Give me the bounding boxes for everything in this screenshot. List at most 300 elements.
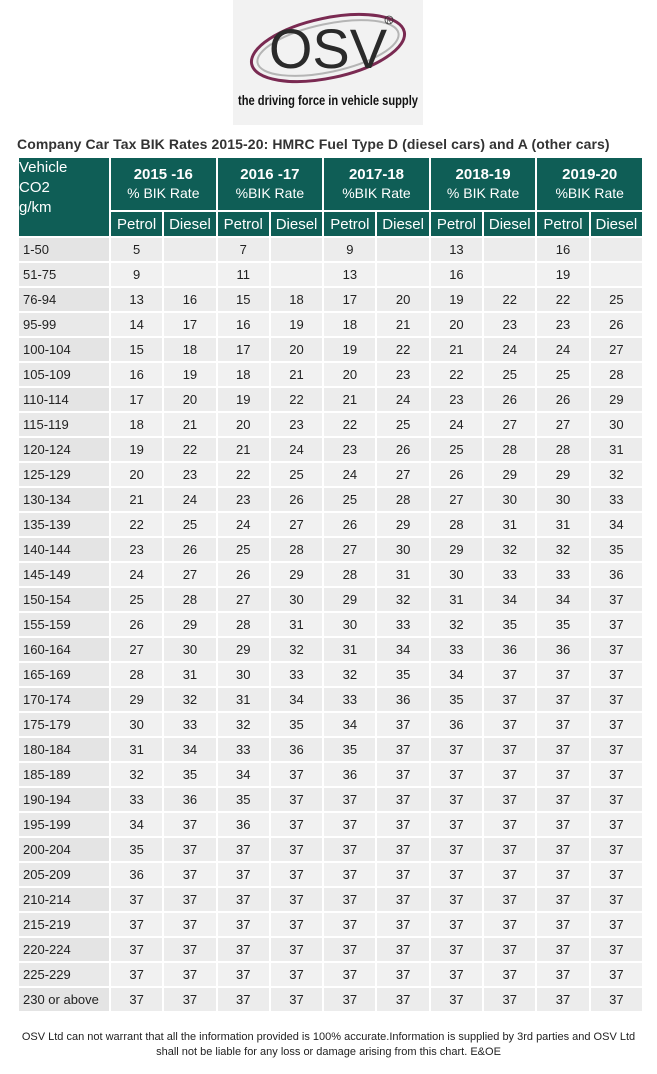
petrol-rate-cell: 30 (218, 663, 269, 686)
petrol-rate-cell: 25 (537, 363, 588, 386)
diesel-rate-cell: 26 (164, 538, 215, 561)
petrol-rate-cell: 37 (537, 788, 588, 811)
co2-band-cell: 165-169 (19, 663, 109, 686)
petrol-rate-cell: 27 (537, 413, 588, 436)
petrol-rate-cell: 37 (218, 888, 269, 911)
petrol-rate-cell: 18 (111, 413, 162, 436)
co2-band-cell: 115-119 (19, 413, 109, 436)
petrol-rate-cell: 36 (324, 763, 375, 786)
diesel-rate-cell: 28 (164, 588, 215, 611)
table-row (19, 688, 642, 711)
diesel-rate-cell: 21 (377, 313, 428, 336)
diesel-rate-cell: 27 (591, 338, 642, 361)
diesel-header: Diesel (484, 212, 535, 236)
vehicle-header-line3: g/km (19, 199, 52, 216)
petrol-header: Petrol (111, 212, 162, 236)
diesel-rate-cell: 21 (164, 413, 215, 436)
diesel-rate-cell: 37 (591, 888, 642, 911)
petrol-rate-cell: 25 (111, 588, 162, 611)
diesel-rate-cell: 18 (164, 338, 215, 361)
diesel-rate-cell: 23 (164, 463, 215, 486)
petrol-rate-cell: 7 (218, 238, 269, 261)
diesel-rate-cell: 21 (271, 363, 322, 386)
petrol-rate-cell: 24 (537, 338, 588, 361)
diesel-rate-cell: 36 (484, 638, 535, 661)
table-row (19, 363, 642, 386)
petrol-rate-cell: 25 (324, 488, 375, 511)
diesel-rate-cell: 18 (271, 288, 322, 311)
diesel-rate-cell (591, 238, 642, 261)
petrol-rate-cell: 29 (218, 638, 269, 661)
diesel-rate-cell: 35 (164, 763, 215, 786)
diesel-rate-cell: 37 (591, 738, 642, 761)
table-row (19, 313, 642, 336)
co2-band-cell: 120-124 (19, 438, 109, 461)
diesel-rate-cell: 27 (377, 463, 428, 486)
petrol-rate-cell: 37 (537, 838, 588, 861)
diesel-rate-cell: 37 (271, 863, 322, 886)
petrol-rate-cell: 21 (324, 388, 375, 411)
petrol-rate-cell: 15 (111, 338, 162, 361)
petrol-rate-cell: 29 (431, 538, 482, 561)
diesel-rate-cell: 24 (484, 338, 535, 361)
diesel-rate-cell: 37 (271, 913, 322, 936)
diesel-rate-cell: 33 (164, 713, 215, 736)
diesel-rate-cell: 37 (484, 913, 535, 936)
table-row (19, 288, 642, 311)
petrol-rate-cell: 30 (111, 713, 162, 736)
petrol-rate-cell: 27 (324, 538, 375, 561)
petrol-rate-cell: 26 (431, 463, 482, 486)
diesel-rate-cell: 32 (591, 463, 642, 486)
disclaimer-line2: shall not be liable for any loss or damage arising from this chart. E&OE (156, 1046, 501, 1058)
petrol-rate-cell: 37 (324, 888, 375, 911)
petrol-rate-cell: 28 (111, 663, 162, 686)
diesel-rate-cell: 37 (377, 888, 428, 911)
table-row (19, 513, 642, 536)
petrol-rate-cell: 33 (537, 563, 588, 586)
petrol-rate-cell: 30 (431, 563, 482, 586)
diesel-rate-cell: 37 (591, 788, 642, 811)
diesel-rate-cell: 25 (591, 288, 642, 311)
petrol-rate-cell: 37 (218, 963, 269, 986)
petrol-rate-cell: 33 (324, 688, 375, 711)
diesel-rate-cell: 37 (591, 963, 642, 986)
petrol-rate-cell: 37 (111, 988, 162, 1011)
diesel-rate-cell: 37 (377, 988, 428, 1011)
petrol-rate-cell: 23 (324, 438, 375, 461)
petrol-rate-cell: 22 (218, 463, 269, 486)
diesel-rate-cell: 30 (271, 588, 322, 611)
petrol-rate-cell: 29 (111, 688, 162, 711)
diesel-rate-cell: 29 (484, 463, 535, 486)
diesel-rate-cell (377, 263, 428, 286)
diesel-rate-cell: 29 (591, 388, 642, 411)
diesel-rate-cell: 37 (271, 963, 322, 986)
co2-band-cell: 185-189 (19, 763, 109, 786)
petrol-rate-cell: 37 (431, 938, 482, 961)
diesel-rate-cell: 37 (591, 863, 642, 886)
co2-band-cell: 76-94 (19, 288, 109, 311)
diesel-rate-cell: 37 (164, 913, 215, 936)
petrol-rate-cell: 16 (537, 238, 588, 261)
co2-band-cell: 220-224 (19, 938, 109, 961)
petrol-rate-cell: 29 (537, 463, 588, 486)
diesel-rate-cell: 37 (484, 838, 535, 861)
diesel-rate-cell: 37 (271, 938, 322, 961)
diesel-rate-cell: 37 (484, 738, 535, 761)
co2-band-cell: 105-109 (19, 363, 109, 386)
diesel-rate-cell: 37 (484, 863, 535, 886)
logo-brand-text: OSV (268, 17, 388, 80)
petrol-rate-cell: 28 (218, 613, 269, 636)
co2-band-cell: 110-114 (19, 388, 109, 411)
petrol-rate-cell: 21 (111, 488, 162, 511)
diesel-rate-cell: 33 (271, 663, 322, 686)
petrol-rate-cell: 37 (537, 938, 588, 961)
diesel-rate-cell: 22 (484, 288, 535, 311)
table-row (19, 238, 642, 261)
petrol-rate-cell: 37 (431, 738, 482, 761)
table-row (19, 263, 642, 286)
petrol-rate-cell: 31 (537, 513, 588, 536)
petrol-rate-cell: 25 (218, 538, 269, 561)
diesel-header: Diesel (591, 212, 642, 236)
diesel-rate-cell: 37 (591, 688, 642, 711)
diesel-rate-cell: 37 (271, 788, 322, 811)
table-row (19, 838, 642, 861)
diesel-rate-cell (271, 238, 322, 261)
diesel-rate-cell: 26 (591, 313, 642, 336)
co2-band-cell: 145-149 (19, 563, 109, 586)
diesel-rate-cell: 31 (484, 513, 535, 536)
diesel-rate-cell: 37 (484, 763, 535, 786)
diesel-rate-cell: 25 (484, 363, 535, 386)
co2-band-cell: 155-159 (19, 613, 109, 636)
diesel-rate-cell: 37 (164, 938, 215, 961)
diesel-rate-cell: 37 (164, 813, 215, 836)
table-body (19, 238, 642, 1011)
petrol-rate-cell: 36 (111, 863, 162, 886)
diesel-rate-cell (164, 263, 215, 286)
diesel-rate-cell (591, 263, 642, 286)
petrol-rate-cell: 37 (537, 688, 588, 711)
petrol-rate-cell: 20 (218, 413, 269, 436)
petrol-rate-cell: 37 (324, 838, 375, 861)
disclaimer (0, 1030, 657, 1060)
petrol-rate-cell: 31 (218, 688, 269, 711)
bik-rates-table (17, 156, 644, 1013)
table-row (19, 788, 642, 811)
diesel-rate-cell: 36 (271, 738, 322, 761)
diesel-rate-cell: 30 (591, 413, 642, 436)
petrol-rate-cell: 27 (111, 638, 162, 661)
petrol-rate-cell: 37 (537, 863, 588, 886)
diesel-rate-cell: 37 (591, 813, 642, 836)
diesel-rate-cell: 37 (377, 788, 428, 811)
diesel-rate-cell: 37 (164, 988, 215, 1011)
petrol-header: Petrol (218, 212, 269, 236)
diesel-rate-cell: 24 (164, 488, 215, 511)
diesel-rate-cell: 17 (164, 313, 215, 336)
petrol-rate-cell: 35 (431, 688, 482, 711)
diesel-rate-cell: 32 (484, 538, 535, 561)
diesel-rate-cell: 22 (164, 438, 215, 461)
co2-band-cell: 140-144 (19, 538, 109, 561)
petrol-rate-cell: 23 (218, 488, 269, 511)
table-row (19, 588, 642, 611)
diesel-rate-cell: 37 (377, 863, 428, 886)
diesel-rate-cell: 34 (377, 638, 428, 661)
petrol-rate-cell: 19 (431, 288, 482, 311)
co2-band-cell: 230 or above (19, 988, 109, 1011)
petrol-rate-cell: 35 (111, 838, 162, 861)
diesel-rate-cell: 26 (271, 488, 322, 511)
diesel-rate-cell: 27 (271, 513, 322, 536)
table-row (19, 663, 642, 686)
diesel-rate-cell: 37 (484, 788, 535, 811)
petrol-rate-cell: 37 (431, 863, 482, 886)
table-row (19, 963, 642, 986)
year-header: 2015 -16 % BIK Rate (111, 158, 216, 210)
petrol-rate-cell: 23 (111, 538, 162, 561)
petrol-rate-cell: 17 (324, 288, 375, 311)
petrol-rate-cell: 37 (218, 863, 269, 886)
diesel-rate-cell: 35 (484, 613, 535, 636)
petrol-rate-cell: 37 (431, 888, 482, 911)
petrol-rate-cell: 37 (431, 963, 482, 986)
petrol-rate-cell: 32 (537, 538, 588, 561)
diesel-rate-cell: 27 (484, 413, 535, 436)
diesel-rate-cell: 37 (591, 913, 642, 936)
petrol-rate-cell: 21 (431, 338, 482, 361)
table-row (19, 538, 642, 561)
diesel-rate-cell: 24 (377, 388, 428, 411)
diesel-rate-cell: 37 (591, 638, 642, 661)
table-row (19, 913, 642, 936)
petrol-rate-cell: 24 (431, 413, 482, 436)
petrol-rate-cell: 37 (324, 963, 375, 986)
diesel-rate-cell: 37 (164, 888, 215, 911)
year-header: 2016 -17 %BIK Rate (218, 158, 323, 210)
petrol-rate-cell: 20 (324, 363, 375, 386)
petrol-header: Petrol (537, 212, 588, 236)
diesel-rate-cell: 37 (271, 763, 322, 786)
diesel-rate-cell: 29 (164, 613, 215, 636)
petrol-rate-cell: 5 (111, 238, 162, 261)
diesel-rate-cell: 37 (377, 838, 428, 861)
co2-band-cell: 51-75 (19, 263, 109, 286)
diesel-rate-cell: 19 (271, 313, 322, 336)
petrol-rate-cell: 37 (431, 813, 482, 836)
diesel-rate-cell: 25 (377, 413, 428, 436)
diesel-rate-cell (377, 238, 428, 261)
petrol-rate-cell: 29 (324, 588, 375, 611)
diesel-rate-cell: 37 (591, 763, 642, 786)
diesel-rate-cell: 28 (377, 488, 428, 511)
diesel-rate-cell: 23 (377, 363, 428, 386)
co2-band-cell: 205-209 (19, 863, 109, 886)
petrol-rate-cell: 37 (111, 913, 162, 936)
petrol-rate-cell: 18 (218, 363, 269, 386)
diesel-rate-cell: 37 (484, 688, 535, 711)
diesel-rate-cell: 37 (377, 763, 428, 786)
table-row (19, 563, 642, 586)
table-row (19, 413, 642, 436)
co2-band-cell: 100-104 (19, 338, 109, 361)
year-header: 2018-19 % BIK Rate (431, 158, 536, 210)
petrol-rate-cell: 31 (111, 738, 162, 761)
header-row-fuel (19, 212, 642, 236)
petrol-rate-cell: 32 (431, 613, 482, 636)
diesel-rate-cell: 37 (377, 913, 428, 936)
petrol-rate-cell: 23 (431, 388, 482, 411)
diesel-rate-cell: 22 (271, 388, 322, 411)
petrol-rate-cell: 37 (537, 663, 588, 686)
petrol-rate-cell: 37 (431, 788, 482, 811)
diesel-rate-cell: 33 (484, 563, 535, 586)
diesel-header: Diesel (271, 212, 322, 236)
petrol-rate-cell: 28 (537, 438, 588, 461)
petrol-rate-cell: 27 (218, 588, 269, 611)
petrol-rate-cell: 27 (431, 488, 482, 511)
co2-band-cell: 200-204 (19, 838, 109, 861)
petrol-rate-cell: 24 (218, 513, 269, 536)
diesel-rate-cell: 37 (377, 938, 428, 961)
diesel-rate-cell: 29 (271, 563, 322, 586)
diesel-rate-cell: 37 (164, 838, 215, 861)
diesel-rate-cell: 37 (377, 963, 428, 986)
diesel-rate-cell: 37 (271, 813, 322, 836)
diesel-rate-cell: 26 (377, 438, 428, 461)
diesel-rate-cell: 29 (377, 513, 428, 536)
petrol-rate-cell: 36 (431, 713, 482, 736)
svg-text:R: R (386, 19, 392, 25)
diesel-rate-cell: 19 (164, 363, 215, 386)
diesel-rate-cell: 37 (164, 863, 215, 886)
co2-band-cell: 150-154 (19, 588, 109, 611)
diesel-rate-cell: 37 (484, 813, 535, 836)
petrol-rate-cell: 13 (324, 263, 375, 286)
petrol-rate-cell: 23 (537, 313, 588, 336)
petrol-rate-cell: 36 (218, 813, 269, 836)
petrol-rate-cell: 14 (111, 313, 162, 336)
petrol-rate-cell: 32 (111, 763, 162, 786)
diesel-rate-cell: 37 (591, 713, 642, 736)
vehicle-header-line1: Vehicle (19, 159, 68, 176)
diesel-rate-cell: 20 (164, 388, 215, 411)
diesel-rate-cell: 28 (591, 363, 642, 386)
petrol-rate-cell: 30 (324, 613, 375, 636)
diesel-rate-cell: 25 (271, 463, 322, 486)
diesel-rate-cell: 20 (271, 338, 322, 361)
diesel-rate-cell (484, 263, 535, 286)
petrol-rate-cell: 37 (218, 913, 269, 936)
petrol-rate-cell: 37 (537, 738, 588, 761)
diesel-rate-cell: 31 (591, 438, 642, 461)
petrol-rate-cell: 37 (324, 813, 375, 836)
petrol-rate-cell: 31 (431, 588, 482, 611)
diesel-rate-cell: 37 (591, 588, 642, 611)
diesel-rate-cell: 37 (484, 988, 535, 1011)
diesel-rate-cell: 36 (591, 563, 642, 586)
diesel-rate-cell: 37 (591, 838, 642, 861)
petrol-rate-cell: 28 (431, 513, 482, 536)
petrol-rate-cell: 19 (218, 388, 269, 411)
petrol-rate-cell: 19 (324, 338, 375, 361)
petrol-rate-cell: 31 (324, 638, 375, 661)
petrol-rate-cell: 13 (111, 288, 162, 311)
diesel-rate-cell: 35 (271, 713, 322, 736)
petrol-rate-cell: 37 (431, 988, 482, 1011)
table-row (19, 488, 642, 511)
diesel-rate-cell: 26 (484, 388, 535, 411)
petrol-rate-cell: 18 (324, 313, 375, 336)
petrol-rate-cell: 37 (218, 838, 269, 861)
diesel-rate-cell: 37 (591, 663, 642, 686)
diesel-rate-cell: 30 (484, 488, 535, 511)
diesel-rate-cell: 33 (591, 488, 642, 511)
petrol-rate-cell: 37 (324, 913, 375, 936)
petrol-rate-cell: 37 (537, 763, 588, 786)
diesel-rate-cell: 34 (591, 513, 642, 536)
diesel-rate-cell: 23 (484, 313, 535, 336)
table-row (19, 438, 642, 461)
petrol-rate-cell: 37 (537, 713, 588, 736)
table-row (19, 463, 642, 486)
petrol-rate-cell: 30 (537, 488, 588, 511)
petrol-rate-cell: 37 (111, 938, 162, 961)
diesel-rate-cell: 37 (484, 663, 535, 686)
diesel-rate-cell: 35 (591, 538, 642, 561)
table-row (19, 738, 642, 761)
diesel-rate-cell: 36 (164, 788, 215, 811)
diesel-header: Diesel (164, 212, 215, 236)
petrol-rate-cell: 37 (111, 963, 162, 986)
petrol-rate-cell: 16 (111, 363, 162, 386)
petrol-rate-cell: 37 (431, 763, 482, 786)
diesel-rate-cell: 25 (164, 513, 215, 536)
disclaimer-line1: OSV Ltd can not warrant that all the information provided is 100% accurate.Information is supplied by 3rd parties and OSV Ltd (21, 1031, 636, 1043)
diesel-rate-cell (164, 238, 215, 261)
vehicle-header-line2: CO2 (19, 179, 50, 196)
petrol-rate-cell: 9 (324, 238, 375, 261)
diesel-rate-cell: 37 (484, 938, 535, 961)
petrol-header: Petrol (324, 212, 375, 236)
petrol-rate-cell: 37 (218, 988, 269, 1011)
table-row (19, 613, 642, 636)
diesel-rate-cell: 20 (377, 288, 428, 311)
petrol-rate-cell: 37 (431, 913, 482, 936)
diesel-rate-cell: 34 (164, 738, 215, 761)
petrol-rate-cell: 37 (324, 863, 375, 886)
co2-band-cell: 95-99 (19, 313, 109, 336)
diesel-rate-cell: 22 (377, 338, 428, 361)
petrol-rate-cell: 37 (537, 988, 588, 1011)
co2-band-cell: 1-50 (19, 238, 109, 261)
osv-logo-graphic (233, 0, 423, 125)
petrol-rate-cell: 26 (111, 613, 162, 636)
co2-band-cell: 130-134 (19, 488, 109, 511)
diesel-rate-cell: 27 (164, 563, 215, 586)
table-row (19, 713, 642, 736)
diesel-rate-cell: 31 (164, 663, 215, 686)
diesel-rate-cell: 31 (271, 613, 322, 636)
co2-band-cell: 195-199 (19, 813, 109, 836)
co2-band-cell: 135-139 (19, 513, 109, 536)
petrol-rate-cell: 17 (111, 388, 162, 411)
diesel-rate-cell: 37 (377, 713, 428, 736)
